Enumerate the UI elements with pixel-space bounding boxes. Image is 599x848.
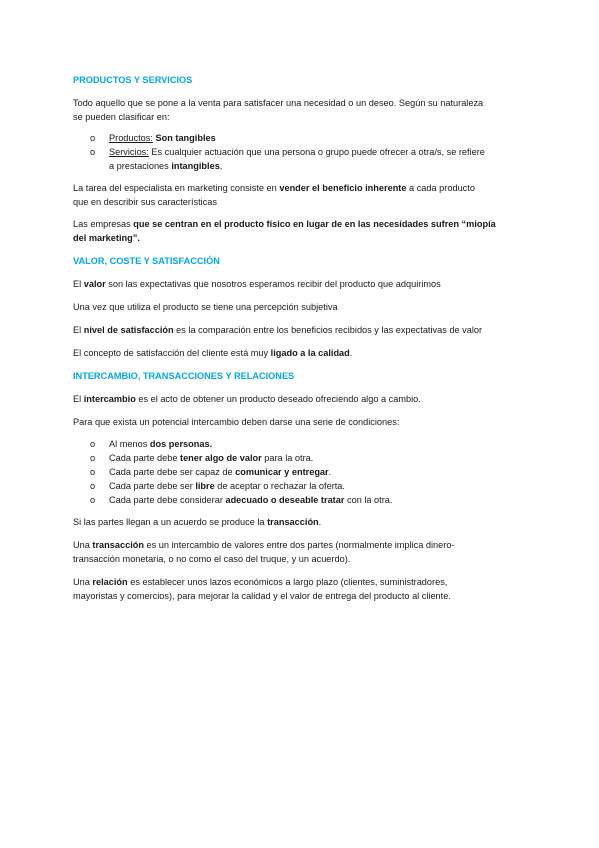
paragraph-calidad: El concepto de satisfacción del cliente está muy ligado a la calidad. [73,348,353,358]
paragraph-satisfaccion: El nivel de satisfacción es la comparación entre los beneficios recibidos y las expectativas de valor [73,325,483,335]
paragraph-productos-intro: Todo aquello que se pone a la venta para satisfacer una necesidad o un deseo. Según su naturaleza se pueden clasificar en: [73,98,484,122]
bullet-marker: o [90,453,96,463]
paragraph-intercambio: El intercambio es el acto de obtener un producto deseado ofreciendo algo a cambio. [73,394,421,404]
list-item-servicios: o Servicios: Es cualquier actuación que una persona o grupo puede ofrecer a otra/s, se refiere a prestaciones intangibles. [90,147,485,171]
paragraph-condiciones: Para que exista un potencial intercambio deben darse una serie de condiciones: [73,417,400,427]
paragraph-percepcion: Una vez que utiliza el producto se tiene una percepción subjetiva [73,302,338,312]
bullet-marker: o [90,495,96,505]
paragraph-transaccion-definicion: Una transacción es un intercambio de valores entre dos partes (normalmente implica dinero- transacción monetaria, o no como el caso del truque, y un acuerdo). [73,540,455,564]
bullet-marker: o [90,439,96,449]
section-title-intercambio: INTERCAMBIO, TRANSACCIONES Y RELACIONES [73,371,295,381]
conditions-list [73,437,523,507]
bullet-marker: o [90,147,96,157]
bullet-marker: o [90,133,96,143]
section-title-productos: PRODUCTOS Y SERVICIOS [73,75,193,85]
paragraph-tarea-marketing: La tarea del especialista en marketing consiste en vender el beneficio inherente a cada producto que en describir sus características [73,183,475,207]
product-types-list [73,131,523,173]
list-item: o Cada parte debe tener algo de valor para la otra. [90,453,314,463]
paragraph-relacion: Una relación es establecer unos lazos económicos a largo plazo (clientes, suministradores, mayoristas y comercios), para mejorar la calidad y el valor de entrega del producto al cliente. [73,577,451,601]
list-item: o Al menos dos personas. [90,439,213,449]
paragraph-valor: El valor son las expectativas que nosotros esperamos recibir del producto que adquirimos [73,279,441,289]
document-body [73,73,523,603]
paragraph-transaccion-acuerdo: Si las partes llegan a un acuerdo se produce la transacción. [73,517,322,527]
list-item: o Cada parte debe ser capaz de comunicar y entregar. [90,467,332,477]
bullet-marker: o [90,467,96,477]
paragraph-miopia: Las empresas que se centran en el producto físico en lugar de en las necesidades sufren “miopía del marketing”. [73,219,496,243]
list-item: o Cada parte debe ser libre de aceptar o rechazar la oferta. [90,481,345,491]
list-item-productos: o Productos: Son tangibles [90,133,216,143]
section-title-valor: VALOR, COSTE Y SATISFACCIÓN [73,256,220,266]
list-item: o Cada parte debe considerar adecuado o deseable tratar con la otra. [90,495,393,505]
bullet-marker: o [90,481,96,491]
